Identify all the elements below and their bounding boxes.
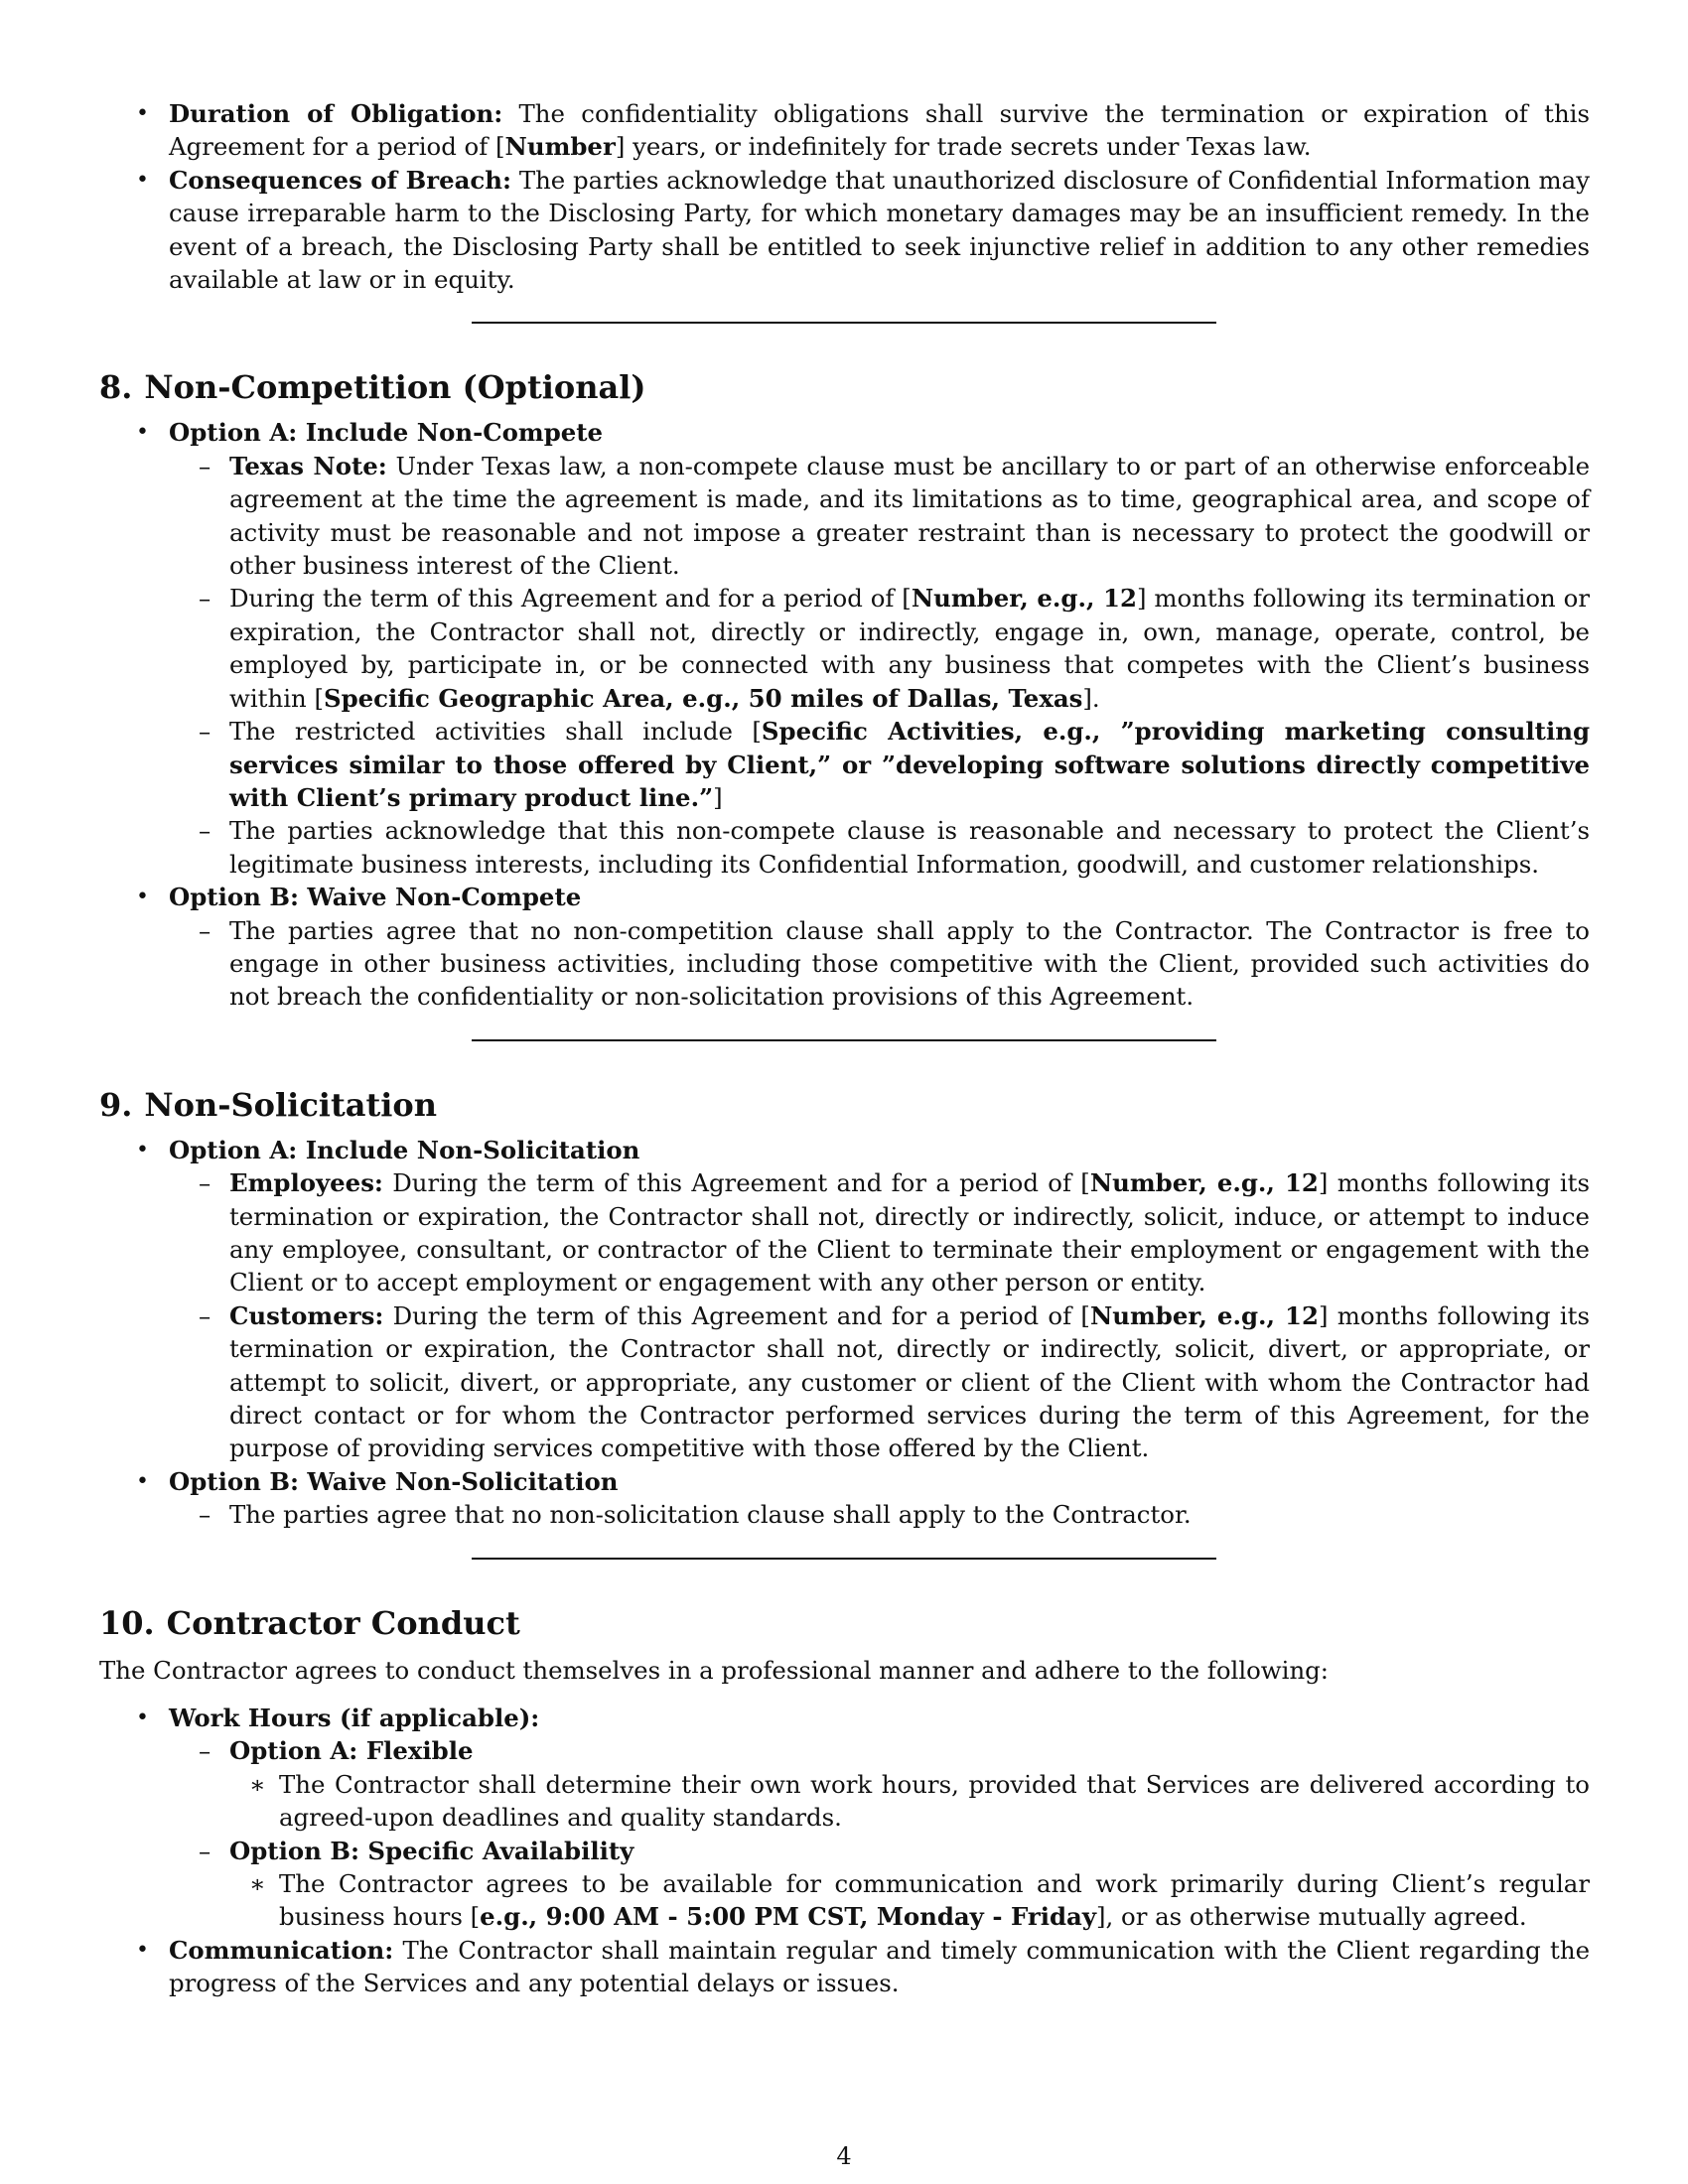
section9-heading: 9. Non-Solicitation <box>99 1085 438 1124</box>
document-page <box>99 97 1590 2000</box>
list-item: • Consequences of Breach: The parties acknowledge that unauthorized disclosure of Confidential Information may cause irreparable harm to the Disclosing Party, for which monetary damages may be an insufficient remedy. In the event of a breach, the Disclosing Party shall be entitled to seek injunctive relief in addition to any other remedies available at law or in equity. <box>99 164 1590 297</box>
list-item <box>99 1465 1590 1532</box>
communication-label: Communication: <box>169 1935 394 1965</box>
section10-list <box>99 1702 1590 2000</box>
list-item: – The restricted activities shall include [Specific Activities, e.g., ”providing marketing consulting services similar to those offered by Client,” or ”developing software solutions directly competitive with Client’s primary product line.”] <box>169 715 1590 814</box>
list-item <box>99 1702 1590 1934</box>
list-item <box>99 1134 1590 1465</box>
list-item: – Option B: Specific Availability ∗ The Contractor agrees to be available for communication and work primarily during Client’s regular business hours [e.g., 9:00 AM - 5:00 PM CST, Monday - Friday], or as otherwise mutually agreed. <box>169 1835 1590 1934</box>
list-item: ∗ The Contractor agrees to be available for communication and work primarily during Client’s regular business hours [e.g., 9:00 AM - 5:00 PM CST, Monday - Friday], or as otherwise mutually agreed. <box>229 1867 1590 1934</box>
divider <box>472 322 1216 324</box>
section9-list <box>99 1134 1590 1532</box>
work-hours-label: Work Hours (if applicable): <box>169 1704 540 1733</box>
section8-heading: 8. Non-Competition (Optional) <box>99 368 646 407</box>
list-item: – During the term of this Agreement and for a period of [Number, e.g., 12] months following its termination or expiration, the Contractor shall not, directly or indirectly, engage in, own, manage, operate, control, be employed by, participate in, or be connected with any business that competes with the Client’s business within [Specific Geographic Area, e.g., 50 miles of Dallas, Texas]. <box>169 582 1590 715</box>
list-item: – The parties agree that no non-solicitation clause shall apply to the Contractor. <box>169 1498 1590 1531</box>
list-item: – Customers: During the term of this Agreement and for a period of [Number, e.g., 12] months following its termination or expiration, the Contractor shall not, directly or indirectly, solicit, divert, or appropriate, or attempt to solicit, divert, or appropriate, any customer or client of the Client with whom the Contractor had direct contact or for whom the Contractor performed services during the term of this Agreement, for the purpose of providing services competitive with those offered by the Client. <box>169 1299 1590 1465</box>
section10-heading: 10. Contractor Conduct <box>99 1603 520 1642</box>
option-b-label: Option B: Waive Non-Compete <box>169 883 582 912</box>
list-item <box>99 881 1590 1014</box>
section7-list <box>99 97 1590 296</box>
divider <box>472 1558 1216 1560</box>
list-item: – Employees: During the term of this Agreement and for a period of [Number, e.g., 12] months following its termination or expiration, the Contractor shall not, directly or indirectly, solicit, induce, or attempt to induce any employee, consultant, or contractor of the Client to terminate their employment or engagement with the Client or to accept employment or engagement with any other person or entity. <box>169 1166 1590 1299</box>
section10-intro: The Contractor agrees to conduct themselves in a professional manner and adhere to the following: <box>99 1655 1330 1685</box>
option-a-label: Option A: Include Non-Compete <box>169 418 604 448</box>
list-item <box>99 416 1590 881</box>
list-item: – The parties acknowledge that this non-compete clause is reasonable and necessary to protect the Client’s legitimate business interests, including its Confidential Information, goodwill, and customer relationships. <box>169 814 1590 881</box>
list-item: – Option A: Flexible ∗ The Contractor shall determine their own work hours, provided that Services are delivered according to agreed-upon deadlines and quality standards. <box>169 1734 1590 1834</box>
list-item: ∗ The Contractor shall determine their own work hours, provided that Services are delivered according to agreed-upon deadlines and quality standards. <box>229 1768 1590 1835</box>
option-b-label: Option B: Waive Non-Solicitation <box>169 1466 619 1496</box>
divider <box>472 1039 1216 1041</box>
list-item: • Communication: The Contractor shall maintain regular and timely communication with the Client regarding the progress of the Services and any potential delays or issues. <box>99 1934 1590 2000</box>
duration-label: Duration of Obligation: <box>169 99 503 128</box>
option-a-label: Option A: Include Non-Solicitation <box>169 1135 640 1164</box>
breach-label: Consequences of Breach: <box>169 165 512 195</box>
list-item: – The parties agree that no non-competition clause shall apply to the Contractor. The Contractor is free to engage in other business activities, including those competitive with the Client, provided such activities do not breach the confidentiality or non-solicitation provisions of this Agreement. <box>169 914 1590 1014</box>
list-item: • Duration of Obligation: The confidentiality obligations shall survive the termination or expiration of this Agreement for a period of [Number] years, or indefinitely for trade secrets under Texas law. <box>99 97 1590 164</box>
page-number: 4 <box>836 2142 852 2170</box>
section8-list <box>99 416 1590 1013</box>
list-item: – Texas Note: Under Texas law, a non-compete clause must be ancillary to or part of an otherwise enforceable agreement at the time the agreement is made, and its limitations as to time, geographical area, and scope of activity must be reasonable and not impose a greater restraint than is necessary to protect the goodwill or other business interest of the Client. <box>169 450 1590 583</box>
